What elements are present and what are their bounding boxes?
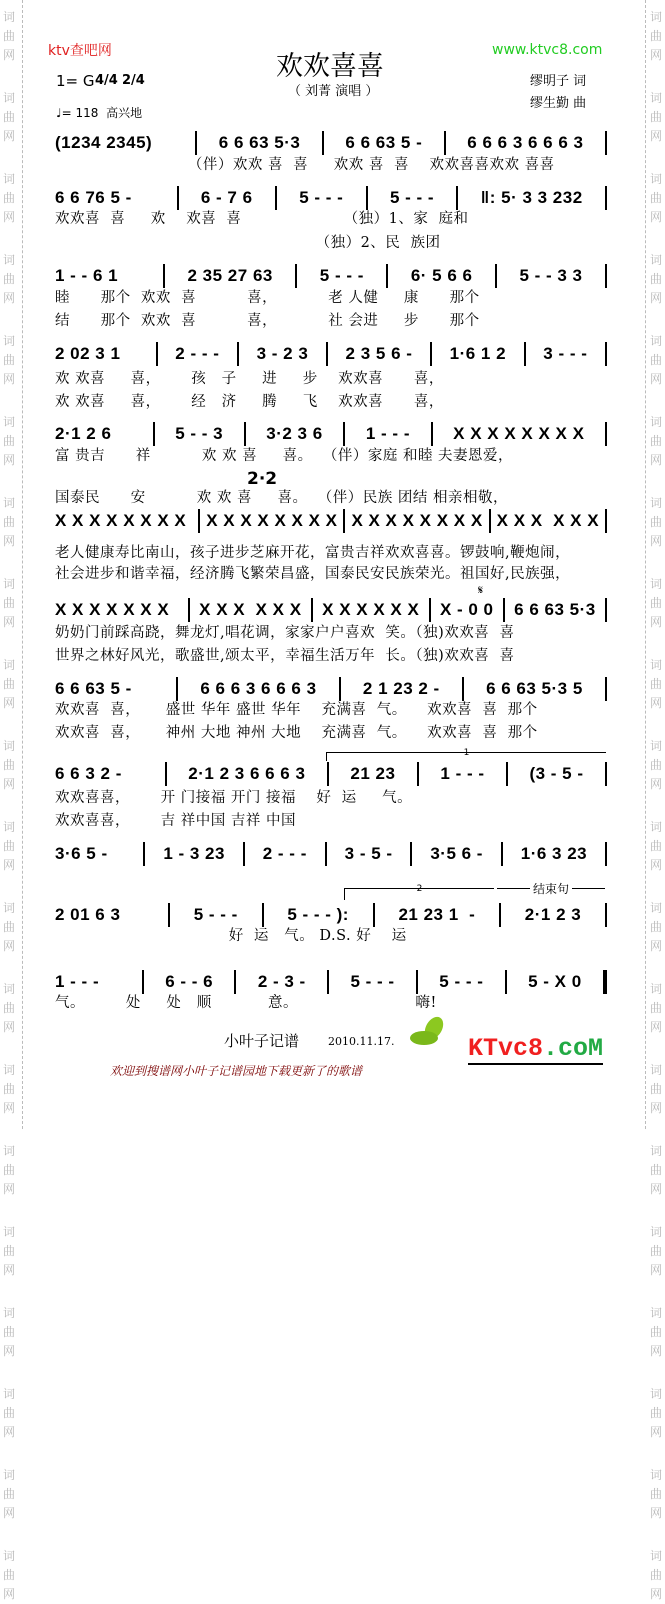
measure: 2 3 5 6 - — [328, 342, 432, 366]
transcriber-credit: 小叶子记谱 — [224, 1032, 300, 1050]
measure: (3 - 5 - — [508, 762, 607, 786]
measure: 3·2 3 6 — [246, 422, 346, 446]
measure: X X X X X X — [313, 598, 431, 622]
transcription-date: 2010.11.17. — [328, 1035, 395, 1048]
lyricist: 缪明子 词 — [530, 74, 587, 89]
notation-line — [55, 842, 607, 866]
measure: 6 6 3 2 - — [55, 762, 167, 786]
measure: 5 - - - — [170, 903, 264, 927]
measure: 6 6 63 5·3 — [197, 131, 324, 155]
measure: X - 0 0 — [431, 598, 505, 622]
measure: 3·5 6 - — [412, 842, 502, 866]
measure: 2 - - - — [158, 342, 239, 366]
lyric-line: 欢 欢喜 喜， 孩 子 进 步 欢欢喜 喜， — [55, 371, 444, 387]
notation-line — [55, 509, 607, 533]
volta-2: 2 — [344, 888, 494, 900]
measure: X X X X X X — [190, 598, 313, 622]
lyric-line: 世界之林好风光，歌盛世,颂太平，幸福生活万年 长。（独)欢欢喜 喜 — [55, 648, 515, 664]
measure: 3·6 5 - — [55, 842, 145, 866]
measure: 3 - - - — [526, 342, 607, 366]
measure: 6 - 7 6 — [179, 186, 277, 210]
measure: 5 - X 0 — [507, 970, 607, 994]
time-signature-2: 2/4 — [122, 73, 145, 88]
time-signature-1: 4/4 — [95, 73, 118, 88]
lyric-line: 国泰民 安 欢 欢 喜 喜。 （伴）民族 团结 相亲相敬， — [55, 490, 508, 506]
measure: 5 - - - ): — [264, 903, 375, 927]
measure: 6 6 63 5 - — [55, 677, 178, 701]
lyric-line: 社会进步和谐幸福，经济腾飞繁荣昌盛，国泰民安民族荣光。祖国好,民族强， — [55, 566, 571, 582]
measure: (1234 2345) — [55, 131, 197, 155]
measure: 2 - - - — [245, 842, 327, 866]
ending-text: 结束句 — [530, 882, 572, 896]
ktvc8-logo: KTvc8.coM — [468, 1034, 604, 1063]
quarter-note-icon: ♩ — [56, 106, 62, 120]
measure: 5 - - - — [368, 186, 459, 210]
measure: X X X X X X X X — [200, 509, 345, 533]
measure: 1·6 3 23 — [503, 842, 607, 866]
welcome-text: 欢迎到搜谱网小叶子记谱园地下载更新了的歌谱 — [110, 1064, 363, 1078]
measure: 6 6 6 3 6 6 6 3 — [446, 131, 607, 155]
measure: 21 23 — [329, 762, 419, 786]
notation-line — [55, 186, 607, 210]
measure: 1 - - - — [345, 422, 432, 446]
lyric-line: 欢 欢喜 喜， 经 济 腾 飞 欢欢喜 喜， — [55, 394, 444, 410]
measure: 1 - 3 23 — [145, 842, 244, 866]
lyric-line: 奶奶门前踩高跷，舞龙灯,唱花调，家家户户喜欢 笑。（独)欢欢喜 喜 — [55, 625, 515, 641]
lyric-line: 睦 那个 欢欢 喜 喜， 老 人健 康 那个 — [55, 290, 480, 306]
measure: 6 6 63 5 - — [324, 131, 446, 155]
lyric-line: 欢欢喜喜， 吉 祥中国 吉祥 中国 — [55, 813, 296, 829]
measure: 5 - - 3 3 — [497, 264, 607, 288]
measure: 6 - - 6 — [144, 970, 237, 994]
lyric-line: 欢欢喜 喜， 盛世 华年 盛世 华年 充满喜 气。 欢欢喜 喜 那个 — [55, 702, 538, 718]
measure: 1 - - - — [419, 762, 508, 786]
measure: 2 01 6 3 — [55, 903, 170, 927]
notation-line — [55, 677, 607, 701]
measure: 6· 5 6 6 — [388, 264, 497, 288]
notation-line — [55, 970, 607, 994]
measure: 2 35 27 63 — [165, 264, 297, 288]
site-url-right: www.ktvc8.com — [492, 42, 603, 58]
margin-line-right — [645, 0, 646, 1129]
measure: X X X X X X — [491, 509, 607, 533]
measure: 1 - - 6 1 — [55, 264, 165, 288]
side-watermark-right: 词 曲 网 词 曲 网 词 曲 网 词 曲 网 词 曲 网 词 曲 网 词 曲 网 词 曲 网 词 曲 网 词 曲 网 词 曲 网 词 曲 网 词 曲 网 词 曲 网 词 曲 网 词 曲 网 词 曲 网 词 曲 网 词 曲 网 词 曲 网 — [649, 10, 662, 1601]
measure: 6 6 63 5·3 — [505, 598, 607, 622]
composer: 缪生勤 曲 — [530, 96, 587, 111]
lyric-line: 老人健康寿比南山，孩子进步芝麻开花，富贵吉祥欢欢喜喜。锣鼓响,鞭炮闹， — [55, 545, 571, 561]
notation-line — [55, 422, 607, 446]
notation-line — [55, 598, 607, 622]
segno-icon: 𝄋 — [478, 583, 484, 597]
leaf-icon — [404, 1016, 452, 1046]
measure: 5 - - - — [297, 264, 388, 288]
measure: 2·1 2 3 6 6 6 3 — [167, 762, 329, 786]
lyric-line: 富 贵吉 祥 欢 欢 喜 喜。 （伴）家庭 和睦 夫妻恩爱， — [55, 448, 514, 464]
margin-line-left — [22, 0, 23, 1129]
lyric-line: （独）2、民 族团 — [55, 235, 441, 251]
measure: 2·1 2 6 — [55, 422, 155, 446]
measure: 2 02 3 1 — [55, 342, 158, 366]
alt-notes: 2·2 — [247, 469, 278, 489]
measure: 5 - - - — [277, 186, 368, 210]
measure: 6 6 63 5·3 5 — [464, 677, 607, 701]
measure: 2 1 23 2 - — [341, 677, 464, 701]
song-title: 欢欢喜喜 — [276, 51, 384, 82]
measure: X X X X X X X X — [345, 509, 490, 533]
measure: 2·1 2 3 — [501, 903, 607, 927]
lyric-line: 欢欢喜 喜 欢 欢喜 喜 （独）1、家 庭和 — [55, 211, 469, 227]
notation-line — [55, 903, 607, 927]
key-signature: 1= G — [56, 72, 95, 90]
notation-line — [55, 264, 607, 288]
measure: 1 - - - — [55, 970, 144, 994]
measure: 21 23 1 - — [375, 903, 501, 927]
measure: 6 6 6 3 6 6 6 3 — [178, 677, 341, 701]
notation-line — [55, 342, 607, 366]
tempo: ♩= 118 高兴地 — [56, 106, 143, 120]
lyric-line: （伴）欢欢 喜 喜 欢欢 喜 喜 欢欢喜喜欢欢 喜喜 — [55, 157, 555, 173]
lyric-line: 结 那个 欢欢 喜 喜， 社 会进 步 那个 — [55, 313, 480, 329]
lyric-line: 好 运 气。 D.S. 好 运 — [55, 928, 407, 944]
measure: 1·6 1 2 — [432, 342, 526, 366]
measure: 5 - - - — [418, 970, 507, 994]
site-logo-left: ktv查吧网 — [48, 43, 112, 59]
measure: X X X X X X X X — [433, 422, 607, 446]
volta-1: 1 — [326, 752, 606, 761]
lyric-line: 欢欢喜喜， 开 门接福 开门 接福 好 运 气。 — [55, 790, 413, 806]
lyric-line: 欢欢喜 喜， 神州 大地 神州 大地 充满喜 气。 欢欢喜 喜 那个 — [55, 725, 538, 741]
measure: X X X X X X X X — [55, 509, 200, 533]
side-watermark-left: 词 曲 网 词 曲 网 词 曲 网 词 曲 网 词 曲 网 词 曲 网 词 曲 网 词 曲 网 词 曲 网 词 曲 网 词 曲 网 词 曲 网 词 曲 网 词 曲 网 词 曲 网 词 曲 网 词 曲 网 词 曲 网 词 曲 网 词 曲 网 — [2, 10, 15, 1601]
measure: 6 6 76 5 - — [55, 186, 179, 210]
notation-line — [55, 131, 607, 155]
ending-label — [497, 880, 605, 897]
measure: X X X X X X X — [55, 598, 190, 622]
measure: 3 - 5 - — [327, 842, 413, 866]
measure: ‖: 5· 3 3 232 — [458, 186, 607, 210]
lyric-line: 气。 处 处 顺 意。 嗨! — [55, 995, 437, 1011]
notation-line — [55, 762, 607, 786]
measure: 5 - - 3 — [155, 422, 246, 446]
measure: 3 - 2 3 — [239, 342, 328, 366]
measure: 5 - - - — [329, 970, 418, 994]
performer: （ 刘菁 演唱 ） — [288, 84, 379, 99]
measure: 2 - 3 - — [236, 970, 329, 994]
